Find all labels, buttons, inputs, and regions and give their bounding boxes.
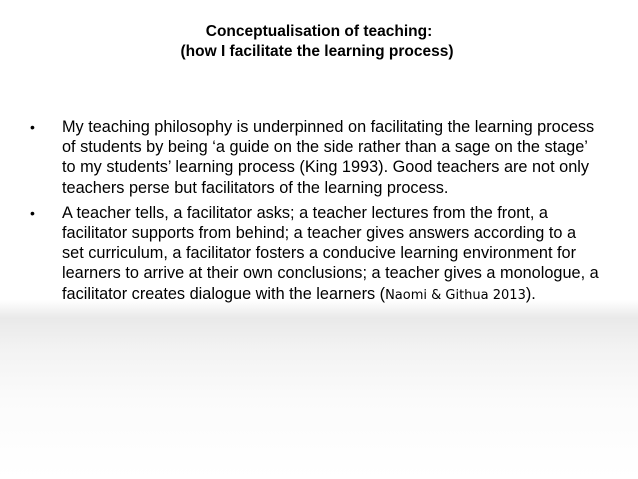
bullet-dot-icon: • xyxy=(30,204,35,221)
bullet-dot-icon: • xyxy=(30,119,35,135)
citation: Naomi & Githua 2013 xyxy=(385,287,526,303)
bullet-item-1 xyxy=(30,117,600,198)
bullet-list xyxy=(30,117,600,311)
citation-close: ). xyxy=(525,284,536,303)
slide-title xyxy=(0,22,638,62)
title-line-2: (how I facilitate the learning process) xyxy=(180,43,454,60)
title-line-1: Conceptualisation of teaching: xyxy=(205,23,433,40)
bullet-text-2: A teacher tells, a facilitator asks; a teacher lectures from the front, a facilitator supports from behind; a teacher gives answers according to a set curriculum, a facilitator fosters a conducive learning environment for learners to arrive at their own conclusions; a teacher gives a monologue, a facilitator creates dialogue with the learners ( xyxy=(62,203,599,303)
bullet-item-2 xyxy=(30,203,600,306)
bullet-text-1: My teaching philosophy is underpinned on facilitating the learning process of students by being ‘a guide on the side rather than a sage on the stage’ to my students’ learning process (King 1993). Good teachers are not only teachers perse but facilitators of the learning process. xyxy=(62,118,595,197)
